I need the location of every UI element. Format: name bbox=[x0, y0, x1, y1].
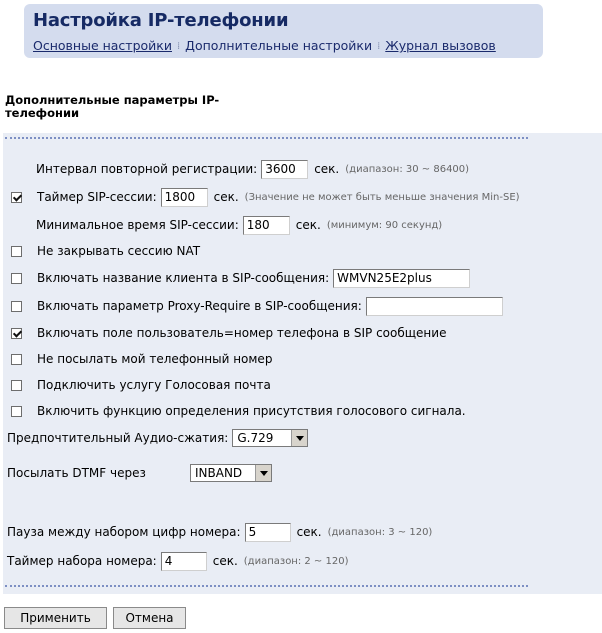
page-header bbox=[24, 4, 543, 58]
dial-timer-input[interactable] bbox=[161, 552, 207, 571]
chevron-down-icon bbox=[291, 430, 307, 446]
vad-label: Включить функцию определения присутствия голосового сигнала. bbox=[37, 404, 466, 418]
proxy-require-label: Включать параметр Proxy-Require в SIP-сообщения: bbox=[37, 299, 362, 313]
nav-separator: ⁞ bbox=[377, 41, 381, 52]
min-sip-unit: сек. bbox=[295, 218, 321, 232]
chevron-down-icon bbox=[255, 465, 271, 481]
reg-interval-hint: (диапазон: 30 ~ 86400) bbox=[345, 163, 470, 175]
min-sip-input[interactable] bbox=[243, 216, 290, 235]
dtmf-label: Посылать DTMF через bbox=[7, 466, 146, 480]
nav-separator: ⁞ bbox=[176, 41, 181, 52]
reg-interval-row bbox=[36, 159, 469, 179]
apply-button[interactable]: Применить bbox=[4, 607, 107, 629]
codec-selected-value: G.729 bbox=[237, 431, 274, 445]
codec-row bbox=[7, 428, 308, 448]
digit-pause-label: Пауза между набором цифр номера: bbox=[7, 525, 241, 539]
header-nav bbox=[33, 38, 496, 53]
dial-timer-hint: (диапазон: 2 ~ 120) bbox=[243, 555, 349, 567]
vad-checkbox[interactable] bbox=[11, 406, 22, 417]
client-name-input[interactable] bbox=[333, 269, 470, 288]
vad-row bbox=[11, 401, 466, 421]
cancel-button[interactable]: Отмена bbox=[113, 607, 186, 629]
nat-checkbox[interactable] bbox=[11, 246, 22, 257]
sip-timer-checkbox[interactable] bbox=[11, 192, 22, 203]
nav-link-basic-settings[interactable]: Основные настройки bbox=[33, 38, 172, 53]
dtmf-row bbox=[7, 463, 272, 483]
min-sip-row bbox=[36, 215, 442, 235]
client-name-row bbox=[11, 268, 470, 288]
divider-bottom bbox=[5, 585, 528, 587]
digit-pause-unit: сек. bbox=[296, 525, 322, 539]
divider-top bbox=[5, 137, 528, 139]
proxy-require-row bbox=[11, 296, 503, 316]
voicemail-label: Подключить услугу Голосовая почта bbox=[37, 378, 271, 392]
nat-label: Не закрывать сессию NAT bbox=[37, 244, 201, 258]
digit-pause-hint: (диапазон: 3 ~ 120) bbox=[327, 526, 433, 538]
dtmf-select[interactable] bbox=[190, 464, 272, 482]
sip-timer-input[interactable] bbox=[161, 188, 208, 207]
user-phone-label: Включать поле пользователь=номер телефона в SIP сообщение bbox=[37, 326, 447, 340]
codec-label: Предпочтительный Аудио-сжатия: bbox=[7, 431, 229, 445]
min-sip-label: Минимальное время SIP-сессии: bbox=[36, 218, 239, 232]
user-phone-checkbox[interactable] bbox=[11, 328, 22, 339]
sip-timer-label: Таймер SIP-сессии: bbox=[37, 190, 157, 204]
nav-link-call-log[interactable]: Журнал вызовов bbox=[385, 38, 496, 53]
no-send-number-label: Не посылать мой телефонный номер bbox=[37, 352, 273, 366]
page-title: Настройка IP-телефонии bbox=[33, 10, 289, 31]
min-sip-hint: (минимум: 90 секунд) bbox=[326, 219, 443, 231]
sip-timer-unit: сек. bbox=[213, 190, 239, 204]
dtmf-selected-value: INBAND bbox=[195, 466, 243, 480]
digit-pause-row bbox=[7, 522, 432, 542]
client-name-checkbox[interactable] bbox=[11, 273, 22, 284]
voicemail-checkbox[interactable] bbox=[11, 380, 22, 391]
proxy-require-input[interactable] bbox=[366, 297, 503, 316]
user-phone-row bbox=[11, 323, 446, 343]
codec-select[interactable] bbox=[232, 429, 308, 447]
client-name-label: Включать название клиента в SIP-сообщения: bbox=[37, 271, 330, 285]
voicemail-row bbox=[11, 375, 271, 395]
dial-timer-label: Таймер набора номера: bbox=[7, 554, 157, 568]
digit-pause-input[interactable] bbox=[245, 523, 291, 542]
sip-timer-hint: (Значение не может быть меньше значения Min-SE) bbox=[244, 191, 520, 203]
section-title: Дополнительные параметры IP-телефонии bbox=[5, 93, 220, 120]
dial-timer-unit: сек. bbox=[212, 554, 238, 568]
reg-interval-unit: сек. bbox=[314, 162, 340, 176]
reg-interval-label: Интервал повторной регистрации: bbox=[36, 162, 258, 176]
no-send-number-row bbox=[11, 349, 272, 369]
no-send-number-checkbox[interactable] bbox=[11, 354, 22, 365]
reg-interval-input[interactable] bbox=[261, 160, 308, 179]
nav-link-advanced-settings[interactable]: Дополнительные настройки bbox=[185, 38, 373, 53]
nat-row bbox=[11, 241, 200, 261]
proxy-require-checkbox[interactable] bbox=[11, 301, 22, 312]
dial-timer-row bbox=[7, 551, 348, 571]
sip-timer-row bbox=[11, 187, 520, 207]
